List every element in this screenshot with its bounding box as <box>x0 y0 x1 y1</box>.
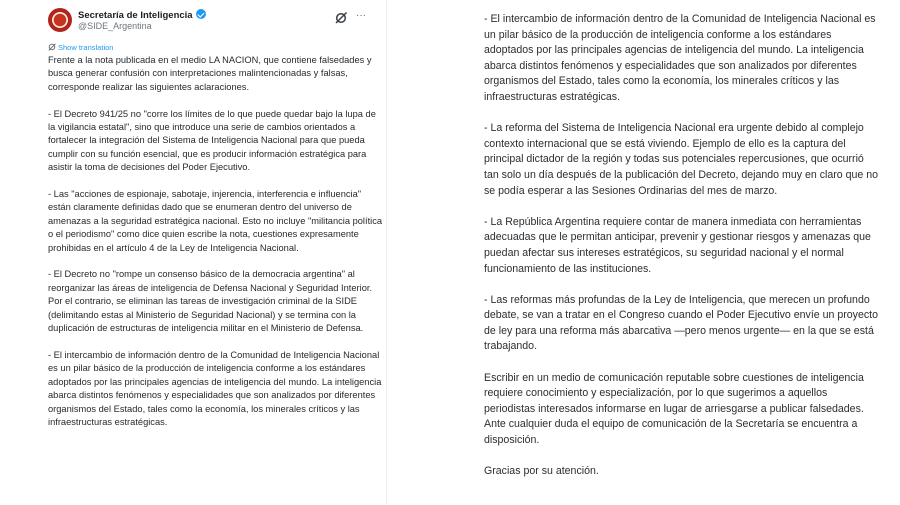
tweet-header <box>48 8 376 38</box>
continuation-paragraph: - Las reformas más profundas de la Ley de Inteligencia, que merecen un profundo debate, se van a tratar en el Congreso cuando el Poder Ejecutivo envíe un proyecto de ley para una reforma más abarcativa —pero menos urgente— en la que se está trabajando. <box>484 293 878 353</box>
more-options-icon[interactable]: ··· <box>356 10 366 21</box>
continuation-text <box>484 12 879 495</box>
tweet-card <box>37 0 387 505</box>
avatar[interactable] <box>48 8 72 32</box>
show-translation-label: Show translation <box>58 43 114 52</box>
continuation-paragraph: Gracias por su atención. <box>484 465 599 478</box>
tweet-paragraph: - El Decreto 941/25 no "corre los límites de lo que puede quedar bajo la lupa de la vigilancia estatal", sino que introduce una serie de cambios orientados a fortalecer la integración del Sistema de Inteligencia Nacional para que pueda cumplir con su función esencial, que es producir información estratégica para asistir la toma de decisiones del Poder Ejecutivo. <box>48 108 376 173</box>
author-name-text: Secretaría de Inteligencia <box>78 10 193 21</box>
author-handle[interactable]: @SIDE_Argentina <box>78 21 152 31</box>
tweet-text <box>48 54 383 443</box>
tweet-continuation-panel <box>484 0 884 505</box>
show-translation-link[interactable] <box>48 43 113 52</box>
grok-icon[interactable] <box>334 11 348 25</box>
continuation-paragraph: Escribir en un medio de comunicación reputable sobre cuestiones de inteligencia requiere conocimiento y especialización, por lo que sugerimos a aquellos periodistas interesados informarse en lugar de arriesgarse a publicar falsedades. Ante cualquier duda el equipo de comunicación de la Secretaría se encuentra a disposición. <box>484 371 864 447</box>
translate-icon <box>48 43 56 51</box>
tweet-paragraph: - Las "acciones de espionaje, sabotaje, injerencia, interferencia e influencia" están claramente definidas dado que se enumeran dentro del universo de amenazas a la seguridad estratégica nacional. Esto no incluye "militancia política o el periodismo" como dice quien escribe la nota, cuestiones expresamente prohibidas en el artículo 4 de la Ley de Inteligencia Nacional. <box>48 189 383 253</box>
tweet-paragraph: Frente a la nota publicada en el medio LA NACION, que contiene falsedades y busca generar confusión con interpretaciones malintencionadas y falsas, corresponde realizar las siguientes aclaraciones. <box>48 55 372 92</box>
continuation-paragraph: - La reforma del Sistema de Inteligencia Nacional era urgente debido al complejo contexto internacional que se está viviendo. Ejemplo de ello es la captura del principal dictador de la región y todas sus potenciales repercusiones, que ocurrió tan solo un día después de la publicación del Decreto, dejando muy en claro que no se podía esperar a las Sesiones Ordinarias del mes de marzo. <box>484 122 879 197</box>
verified-badge-icon <box>196 9 206 19</box>
continuation-paragraph: - El intercambio de información dentro de la Comunidad de Inteligencia Nacional es un pilar básico de la producción de inteligencia conforme a los estándares adoptados por las principales agencias de inteligencia del mundo. La inteligencia abarca distintos fenómenos y especialidades que son analizados por diferentes organismos del Estado, tales como la economía, los minerales críticos y las infraestructuras estratégicas. <box>484 13 876 103</box>
author-display-name[interactable] <box>78 9 206 21</box>
tweet-paragraph: - El Decreto no "rompe un consenso básico de la democracia argentina" al reorganizar las áreas de inteligencia de Defensa Nacional y Seguridad Interior. Por el contrario, se eliminan las tareas de investigación criminal de la SIDE (delimitando estas al Ministerio de Seguridad Nacional) y se termina con la duplicación de estructuras de inteligencia militar en el Ministerio de Defensa. <box>48 269 373 334</box>
tweet-paragraph: - El intercambio de información dentro de la Comunidad de Inteligencia Nacional es un pilar básico de la producción de inteligencia conforme a los estándares adoptados por las principales agencias de inteligencia del mundo. La inteligencia abarca distintos fenómenos y especialidades que son analizados por diferentes organismos del Estado, tales como la economía, los minerales críticos y las infraestructuras estratégicas. <box>48 349 382 427</box>
continuation-paragraph: - La República Argentina requiere contar de manera inmediata con herramientas adecuadas que le permitan anticipar, prevenir y gestionar riesgos y amenazas que puedan afectar sus intereses estratégicos, su seguridad nacional y el normal funcionamiento de las instituciones. <box>484 215 871 275</box>
